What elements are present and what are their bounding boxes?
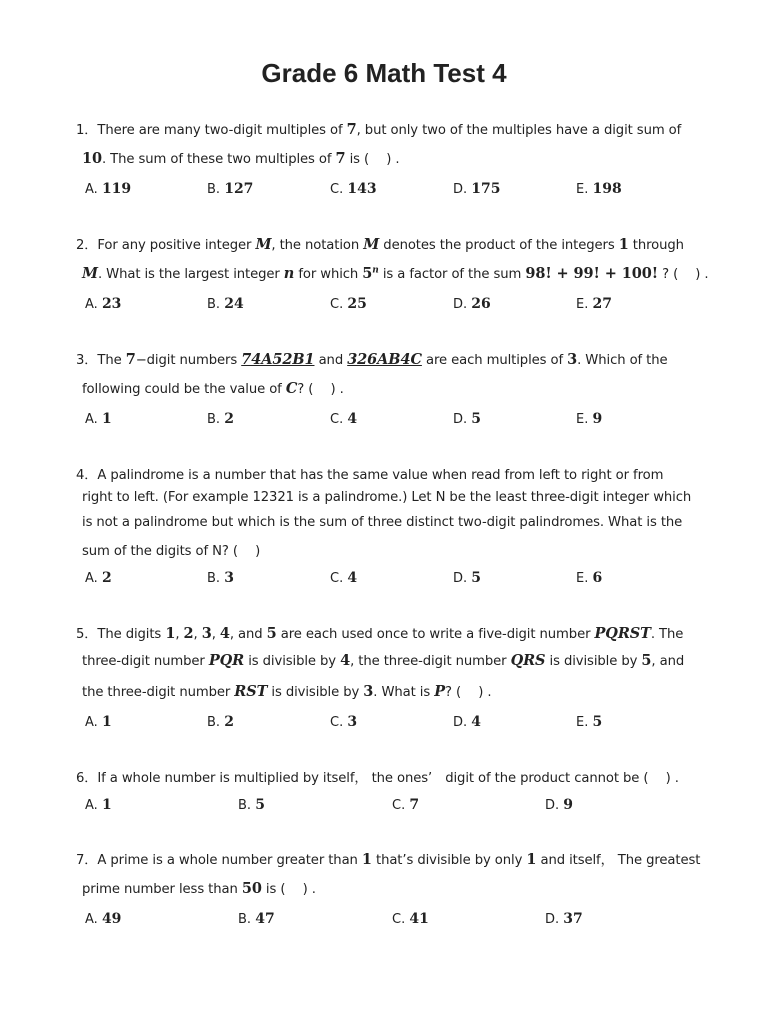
answer-option-e[interactable]: E. 198 bbox=[576, 181, 622, 197]
question-text-line: 10. The sum of these two multiples of 7 is ( ) . bbox=[82, 150, 400, 167]
answer-option-c[interactable]: C. 3 bbox=[330, 714, 358, 730]
answer-option-d[interactable]: D. 5 bbox=[453, 570, 482, 586]
question-text-line: is not a palindrome but which is the sum of three distinct two-digit palindromes. What is the bbox=[82, 515, 683, 530]
question-text-line: 6．If a whole number is multiplied by itself， the ones’ digit of the product cannot be ( ) . bbox=[76, 771, 679, 786]
answer-option-d[interactable]: D. 9 bbox=[545, 797, 574, 813]
answer-option-b[interactable]: B. 24 bbox=[207, 296, 244, 312]
answer-option-e[interactable]: E. 6 bbox=[576, 570, 603, 586]
answer-option-d[interactable]: D. 26 bbox=[453, 296, 491, 312]
question-text-line: three-digit number PQR is divisible by 4, the three-digit number QRS is divisible by 5, and bbox=[82, 652, 685, 669]
answer-option-d[interactable]: D. 5 bbox=[453, 411, 482, 427]
answer-option-e[interactable]: E. 5 bbox=[576, 714, 603, 730]
question-text-line: sum of the digits of N? ( ) bbox=[82, 544, 261, 559]
question-text-line: 2．For any positive integer M, the notation M denotes the product of the integers 1 through bbox=[76, 236, 684, 253]
answer-option-b[interactable]: B. 2 bbox=[207, 714, 234, 730]
answer-option-c[interactable]: C. 25 bbox=[330, 296, 367, 312]
question-text-line: 4．A palindrome is a number that has the same value when read from left to right or from bbox=[76, 468, 664, 483]
answer-option-a[interactable]: A. 119 bbox=[85, 181, 132, 197]
answer-option-e[interactable]: E. 27 bbox=[576, 296, 612, 312]
answer-option-a[interactable]: A. 23 bbox=[85, 296, 122, 312]
page-title: Grade 6 Math Test 4 bbox=[261, 58, 507, 88]
answer-option-c[interactable]: C. 7 bbox=[392, 797, 420, 813]
question-text-line: 3．The 7−digit numbers 74A52B1 and 326AB4C are each multiples of 3. Which of the bbox=[76, 351, 668, 368]
answer-option-d[interactable]: D. 37 bbox=[545, 911, 583, 927]
answer-option-a[interactable]: A. 2 bbox=[85, 570, 112, 586]
answer-option-c[interactable]: C. 4 bbox=[330, 411, 358, 427]
answer-option-b[interactable]: B. 3 bbox=[207, 570, 234, 586]
answer-option-b[interactable]: B. 127 bbox=[207, 181, 254, 197]
question-text-line: 5．The digits 1, 2, 3, 4, and 5 are each used once to write a five-digit number PQRST. The bbox=[76, 625, 684, 642]
answer-option-c[interactable]: C. 143 bbox=[330, 181, 377, 197]
answer-option-c[interactable]: C. 4 bbox=[330, 570, 358, 586]
question-text-line: the three-digit number RST is divisible by 3. What is P? ( ) . bbox=[82, 683, 492, 700]
answer-option-d[interactable]: D. 175 bbox=[453, 181, 501, 197]
question-text-line: M. What is the largest integer n for which 5$^n$ is a factor of the sum 98! + 99! + 100! ? ( ) . bbox=[82, 265, 709, 282]
question-text-line: following could be the value of C? ( ) . bbox=[82, 380, 344, 397]
question-text-line: prime number less than 50 is ( ) . bbox=[82, 880, 316, 897]
question-text-line: right to left. (For example 12321 is a palindrome.) Let N be the least three-digit integer which bbox=[82, 490, 692, 505]
answer-option-b[interactable]: B. 47 bbox=[238, 911, 275, 927]
answer-option-a[interactable]: A. 1 bbox=[85, 714, 112, 730]
answer-option-d[interactable]: D. 4 bbox=[453, 714, 482, 730]
answer-option-b[interactable]: B. 5 bbox=[238, 797, 265, 813]
answer-option-e[interactable]: E. 9 bbox=[576, 411, 603, 427]
question-text-line: 1．There are many two-digit multiples of 7, but only two of the multiples have a digit sum of bbox=[76, 121, 682, 138]
answer-option-a[interactable]: A. 1 bbox=[85, 411, 112, 427]
answer-option-b[interactable]: B. 2 bbox=[207, 411, 234, 427]
answer-option-c[interactable]: C. 41 bbox=[392, 911, 429, 927]
question-text-line: 7．A prime is a whole number greater than 1 that’s divisible by only 1 and itself， The greatest bbox=[76, 851, 701, 868]
answer-option-a[interactable]: A. 49 bbox=[85, 911, 122, 927]
answer-option-a[interactable]: A. 1 bbox=[85, 797, 112, 813]
